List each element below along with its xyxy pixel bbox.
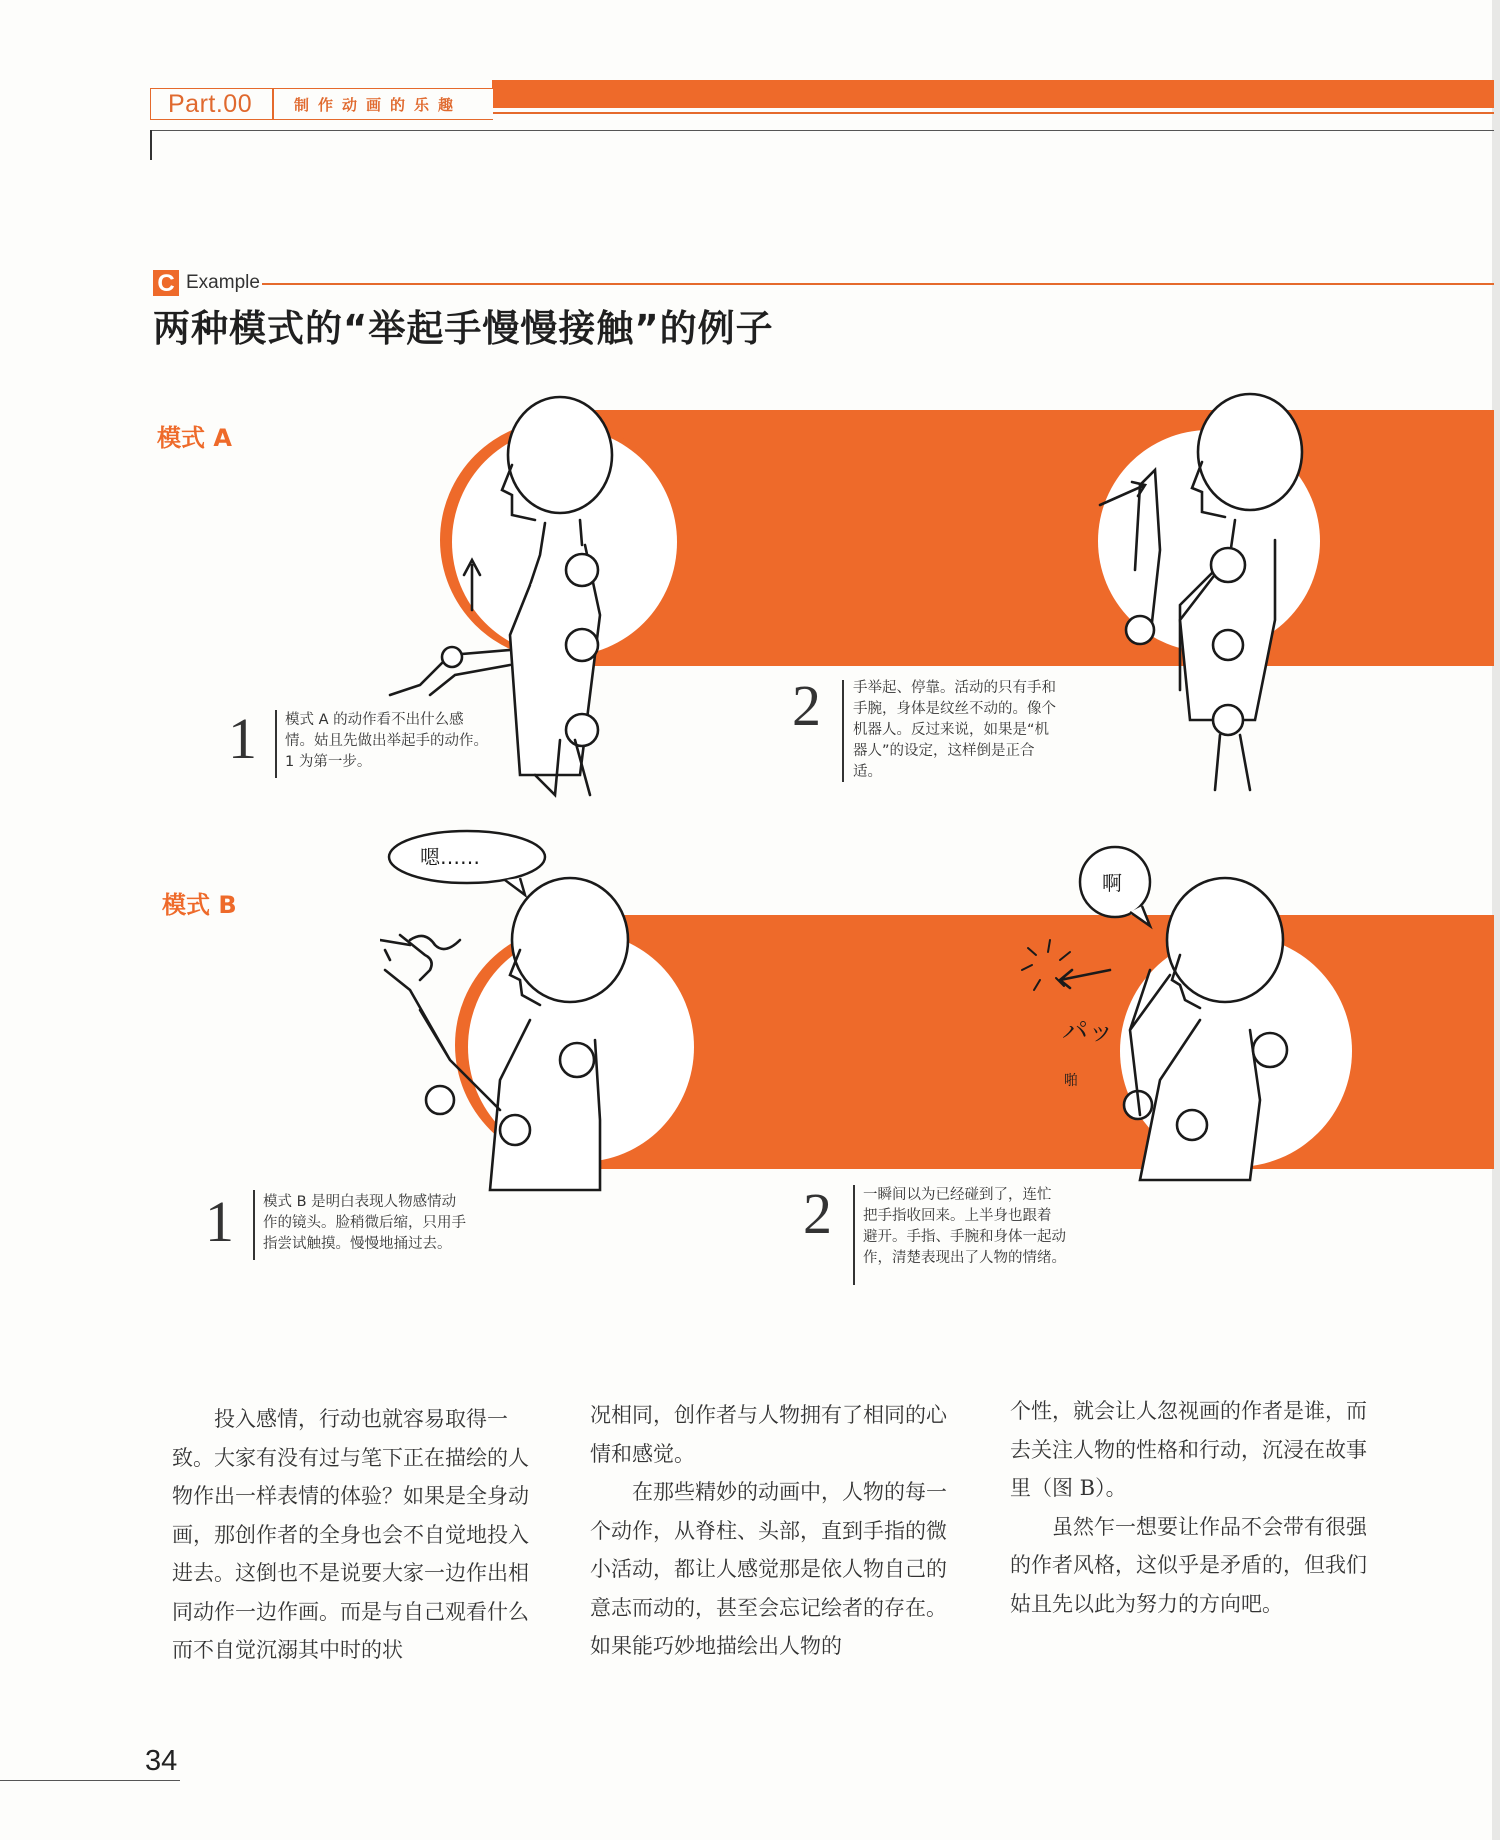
- header-orange-bar: [492, 80, 1494, 108]
- body-col1-paragraph: 投入感情，行动也就容易取得一致。大家有没有过与笔下正在描绘的人物作出一样表情的体验？如果是全身动画，那创作者的全身也会不自觉地投入进去。这倒也不是说要大家一边作出相同动作一边作画。而是与自己观看什么而不自觉沉溺其中时的状: [172, 1407, 529, 1662]
- pattern-a-step1-rule: [275, 710, 277, 778]
- body-column-2: [590, 1396, 960, 1666]
- body-col2-continued: 况相同，创作者与人物拥有了相同的心情和感觉。: [590, 1403, 947, 1466]
- figure-a2-illustration: [1080, 390, 1380, 810]
- pattern-a-step2-number: 2: [792, 673, 821, 738]
- pattern-a-step2-caption: 手举起、停靠。活动的只有手和 手腕，身体是纹丝不动的。像个 机器人。反过来说，如果是“机 器人”的设定，这样倒是正合 适。: [853, 680, 1056, 780]
- speech-bubble-1-text: 嗯……: [420, 845, 480, 869]
- section-title: 两种模式的“举起手慢慢接触”的例子: [153, 307, 774, 350]
- header-corner-mark: [150, 130, 152, 160]
- header-divider: [272, 88, 274, 120]
- footer-rule: [0, 1780, 180, 1781]
- sfx-text: パッ: [1062, 1017, 1115, 1047]
- pattern-b-step2-rule: [853, 1185, 855, 1285]
- pattern-b-step1-caption: 模式 B 是明白表现人物感情动 作的镜头。脸稍微后缩，只用手 指尝试触摸。慢慢地捅过去。: [263, 1194, 466, 1252]
- pattern-b-step1-number: 1: [205, 1189, 234, 1254]
- body-col3-paragraph: 虽然乍一想要让作品不会带有很强的作者风格，这似乎是矛盾的，但我们姑且先以此为努力的方向吧。: [1010, 1514, 1367, 1616]
- pattern-a-step2-rule: [842, 680, 844, 782]
- figure-b1-illustration: [380, 860, 640, 1240]
- pattern-a-step1-number: 1: [228, 706, 257, 771]
- pattern-a-label: 模式 A: [157, 424, 232, 452]
- example-badge: C: [153, 270, 179, 296]
- pattern-b-label: 模式 B: [162, 891, 237, 919]
- example-rule: [262, 283, 1494, 285]
- pattern-a-step1-caption: 模式 A 的动作看不出什么感 情。姑且先做出举起手的动作。 1 为第一步。: [285, 712, 488, 770]
- page-number: 34: [145, 1745, 178, 1777]
- pattern-b-step2-number: 2: [803, 1181, 832, 1246]
- pattern-b-step2-caption: 一瞬间以为已经碰到了，连忙 把手指收回来。上半身也跟着 避开。手指、手腕和身体一起动 作，清楚表现出了人物的情绪。: [863, 1187, 1066, 1266]
- example-label: Example: [186, 272, 260, 293]
- body-col2-paragraph: 在那些精妙的动画中，人物的每一个动作，从脊柱、头部，直到手指的微小活动，都让人感觉那是依人物自己的意志而动的，甚至会忘记绘者的存在。如果能巧妙地描绘出人物的: [590, 1480, 947, 1658]
- speech-bubble-2-text: 啊: [1102, 871, 1122, 895]
- sfx-small-text: 啪: [1064, 1073, 1078, 1089]
- body-column-1: [172, 1400, 542, 1670]
- header-thin-rule: [150, 130, 1494, 131]
- pattern-b-step1-rule: [253, 1190, 255, 1260]
- figure-b2-illustration: [1020, 860, 1290, 1220]
- body-col3-continued: 个性，就会让人忽视画的作者是谁，而去关注人物的性格和行动，沉浸在故事里（图 B）。: [1010, 1399, 1367, 1500]
- header-part-label: Part.00: [168, 90, 253, 118]
- body-column-3: [1010, 1392, 1380, 1623]
- header-chapter-title: 制作动画的乐趣: [294, 96, 463, 114]
